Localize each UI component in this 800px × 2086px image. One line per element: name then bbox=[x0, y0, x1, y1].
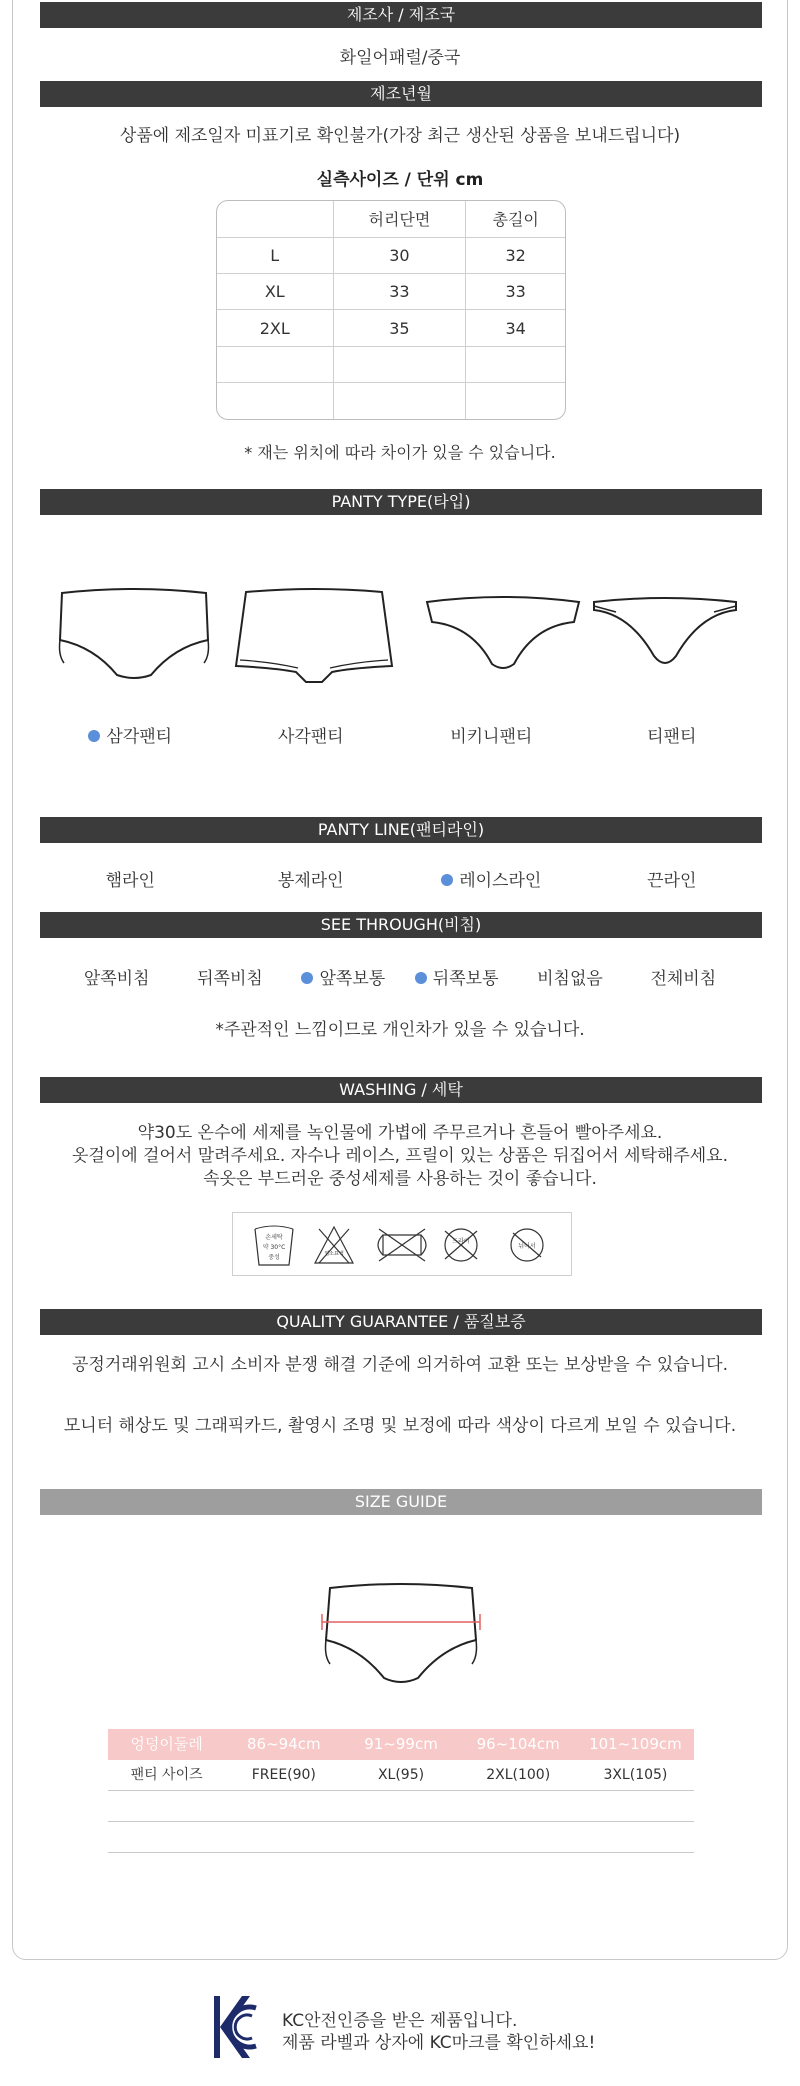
see-through-item bbox=[287, 964, 400, 989]
see-through-item bbox=[60, 964, 173, 989]
no-dry-clean-text: 드라이 bbox=[452, 1238, 470, 1245]
no-bleach-text: 염소표백 bbox=[324, 1251, 344, 1257]
table-cell bbox=[217, 346, 333, 382]
table-cell: 팬티 사이즈 bbox=[130, 1767, 203, 1783]
panty-type-item bbox=[582, 722, 763, 747]
table-cell: 86~94cm bbox=[247, 1735, 321, 1753]
table-header-length: 총길이 bbox=[466, 201, 565, 237]
size-guide-table bbox=[108, 1729, 694, 1853]
table-cell bbox=[217, 201, 333, 237]
quality-header: QUALITY GUARANTEE / 품질보증 bbox=[40, 1309, 762, 1335]
size-guide-header: SIZE GUIDE bbox=[40, 1489, 762, 1515]
see-through-labels bbox=[60, 964, 740, 989]
hand-wash-temp-text: 약 30°C bbox=[262, 1244, 286, 1251]
panty-line-label: 레이스라인 bbox=[459, 871, 542, 891]
manufacture-date-value: 상품에 제조일자 미표기로 확인불가(가장 최근 생산된 상품을 보내드립니다) bbox=[119, 126, 681, 146]
panty-type-label: 비키니팬티 bbox=[450, 727, 533, 747]
see-through-note: *주관적인 느낌이므로 개인차가 있을 수 있습니다. bbox=[215, 1020, 585, 1040]
table-cell: 91~99cm bbox=[364, 1735, 438, 1753]
see-through-label: 뒤쪽보통 bbox=[432, 969, 499, 989]
washing-line-2: 옷걸이에 걸어서 말려주세요. 자수나 레이스, 프릴이 있는 상품은 뒤집어서 세탁해주세요. bbox=[71, 1146, 729, 1166]
table-row bbox=[217, 201, 565, 237]
hand-wash-top-text: 손세탁 bbox=[265, 1234, 283, 1241]
table-cell: L bbox=[217, 237, 333, 273]
thong-panty-icon bbox=[590, 596, 740, 676]
table-cell: 2XL(100) bbox=[486, 1767, 551, 1783]
panty-line-label: 봉제라인 bbox=[277, 871, 344, 891]
kc-line-2: 제품 라벨과 상자에 KC마크를 확인하세요! bbox=[282, 2033, 596, 2053]
panty-line-item bbox=[40, 866, 221, 891]
see-through-item bbox=[513, 964, 626, 989]
panty-type-header: PANTY TYPE(타입) bbox=[40, 489, 762, 515]
table-cell bbox=[217, 383, 333, 419]
table-row bbox=[217, 310, 565, 346]
manufacture-date-header: 제조년월 bbox=[40, 81, 762, 107]
table-cell: 101~109cm bbox=[589, 1735, 682, 1753]
no-dry-clean-icon bbox=[445, 1229, 477, 1261]
quality-line-2: 모니터 해상도 및 그래픽카드, 촬영시 조명 및 보정에 따라 색상이 다르게 보일 수 있습니다. bbox=[63, 1416, 737, 1436]
manufacturer-header: 제조사 / 제조국 bbox=[40, 2, 762, 28]
table-row bbox=[217, 274, 565, 310]
table-cell: 3XL(105) bbox=[603, 1767, 668, 1783]
table-cell: 33 bbox=[466, 274, 565, 310]
table-cell bbox=[333, 346, 466, 382]
table-cell bbox=[466, 383, 565, 419]
panty-line-label: 끈라인 bbox=[647, 871, 697, 891]
washing-header: WASHING / 세탁 bbox=[40, 1077, 762, 1103]
table-row bbox=[217, 237, 565, 273]
selected-dot-icon bbox=[415, 972, 427, 984]
panty-line-item bbox=[582, 866, 763, 891]
table-cell: XL(95) bbox=[377, 1767, 425, 1783]
see-through-item bbox=[400, 964, 513, 989]
size-guide-header-row bbox=[108, 1729, 694, 1760]
see-through-header: SEE THROUGH(비침) bbox=[40, 912, 762, 938]
panty-type-item bbox=[221, 722, 402, 747]
panty-type-label: 티팬티 bbox=[647, 727, 697, 747]
quality-line-1: 공정거래위원회 고시 소비자 분쟁 해결 기준에 의거하여 교환 또는 보상받을 수 있습니다. bbox=[71, 1355, 729, 1375]
boxer-panty-icon bbox=[232, 588, 396, 688]
panty-type-label: 삼각팬티 bbox=[106, 727, 173, 747]
panty-line-item bbox=[401, 866, 582, 891]
table-cell: 2XL bbox=[217, 310, 333, 346]
table-cell: FREE(90) bbox=[251, 1767, 316, 1783]
panty-type-item bbox=[40, 722, 221, 747]
selected-dot-icon bbox=[301, 972, 313, 984]
table-row bbox=[217, 383, 565, 419]
table-cell bbox=[466, 346, 565, 382]
panty-line-label: 햄라인 bbox=[105, 871, 155, 891]
hand-wash-bottom-text: 중성 bbox=[268, 1254, 280, 1261]
measured-size-note: * 재는 위치에 따라 차이가 있을 수 있습니다. bbox=[244, 443, 556, 462]
table-row bbox=[108, 1760, 694, 1791]
see-through-item bbox=[627, 964, 740, 989]
selected-dot-icon bbox=[88, 730, 100, 742]
washing-line-1: 약30도 온수에 세제를 녹인물에 가볍에 주무르거나 흔들어 빨아주세요. bbox=[137, 1123, 663, 1143]
dry-flat-text: 뉘어서 bbox=[518, 1243, 536, 1250]
table-cell: 35 bbox=[333, 310, 466, 346]
table-cell: 34 bbox=[466, 310, 565, 346]
bikini-panty-icon bbox=[424, 596, 582, 676]
no-tumble-dry-icon bbox=[511, 1229, 543, 1261]
table-cell: 96~104cm bbox=[476, 1735, 560, 1753]
see-through-label: 전체비침 bbox=[650, 969, 717, 989]
see-through-item bbox=[173, 964, 286, 989]
table-cell bbox=[333, 383, 466, 419]
table-cell: 32 bbox=[466, 237, 565, 273]
table-cell: 엉덩이둘레 bbox=[130, 1735, 203, 1753]
table-row bbox=[108, 1822, 694, 1853]
measured-size-table bbox=[216, 200, 566, 420]
kc-text bbox=[282, 2010, 595, 2054]
table-row bbox=[217, 346, 565, 382]
kc-line-1: KC안전인증을 받은 제품입니다. bbox=[282, 2011, 518, 2031]
table-header-waist: 허리단면 bbox=[333, 201, 466, 237]
washing-icons-box bbox=[232, 1212, 572, 1276]
panty-line-item bbox=[221, 866, 402, 891]
panty-type-item bbox=[401, 722, 582, 747]
kc-mark-icon bbox=[212, 1994, 258, 2060]
table-row bbox=[108, 1791, 694, 1822]
washing-line-3: 속옷은 부드러운 중성세제를 사용하는 것이 좋습니다. bbox=[203, 1169, 597, 1189]
see-through-label: 앞쪽비침 bbox=[83, 969, 150, 989]
selected-dot-icon bbox=[441, 874, 453, 886]
panty-line-labels bbox=[40, 866, 762, 891]
size-guide-panty-icon bbox=[318, 1582, 484, 1692]
no-iron-icon bbox=[378, 1229, 426, 1261]
no-bleach-icon bbox=[315, 1227, 353, 1263]
see-through-label: 뒤쪽비침 bbox=[197, 969, 263, 989]
panty-type-label: 사각팬티 bbox=[277, 727, 344, 747]
see-through-label: 앞쪽보통 bbox=[319, 969, 386, 989]
table-cell: 30 bbox=[333, 237, 466, 273]
panty-type-labels bbox=[40, 722, 762, 747]
panty-line-header: PANTY LINE(팬티라인) bbox=[40, 817, 762, 843]
table-cell: 33 bbox=[333, 274, 466, 310]
triangle-panty-icon bbox=[56, 585, 212, 685]
see-through-label: 비침없음 bbox=[537, 969, 603, 989]
table-cell: XL bbox=[217, 274, 333, 310]
manufacturer-value: 화일어패럴/중국 bbox=[339, 48, 461, 68]
measured-size-title: 실측사이즈 / 단위 cm bbox=[316, 170, 484, 190]
hand-wash-icon bbox=[255, 1226, 293, 1265]
